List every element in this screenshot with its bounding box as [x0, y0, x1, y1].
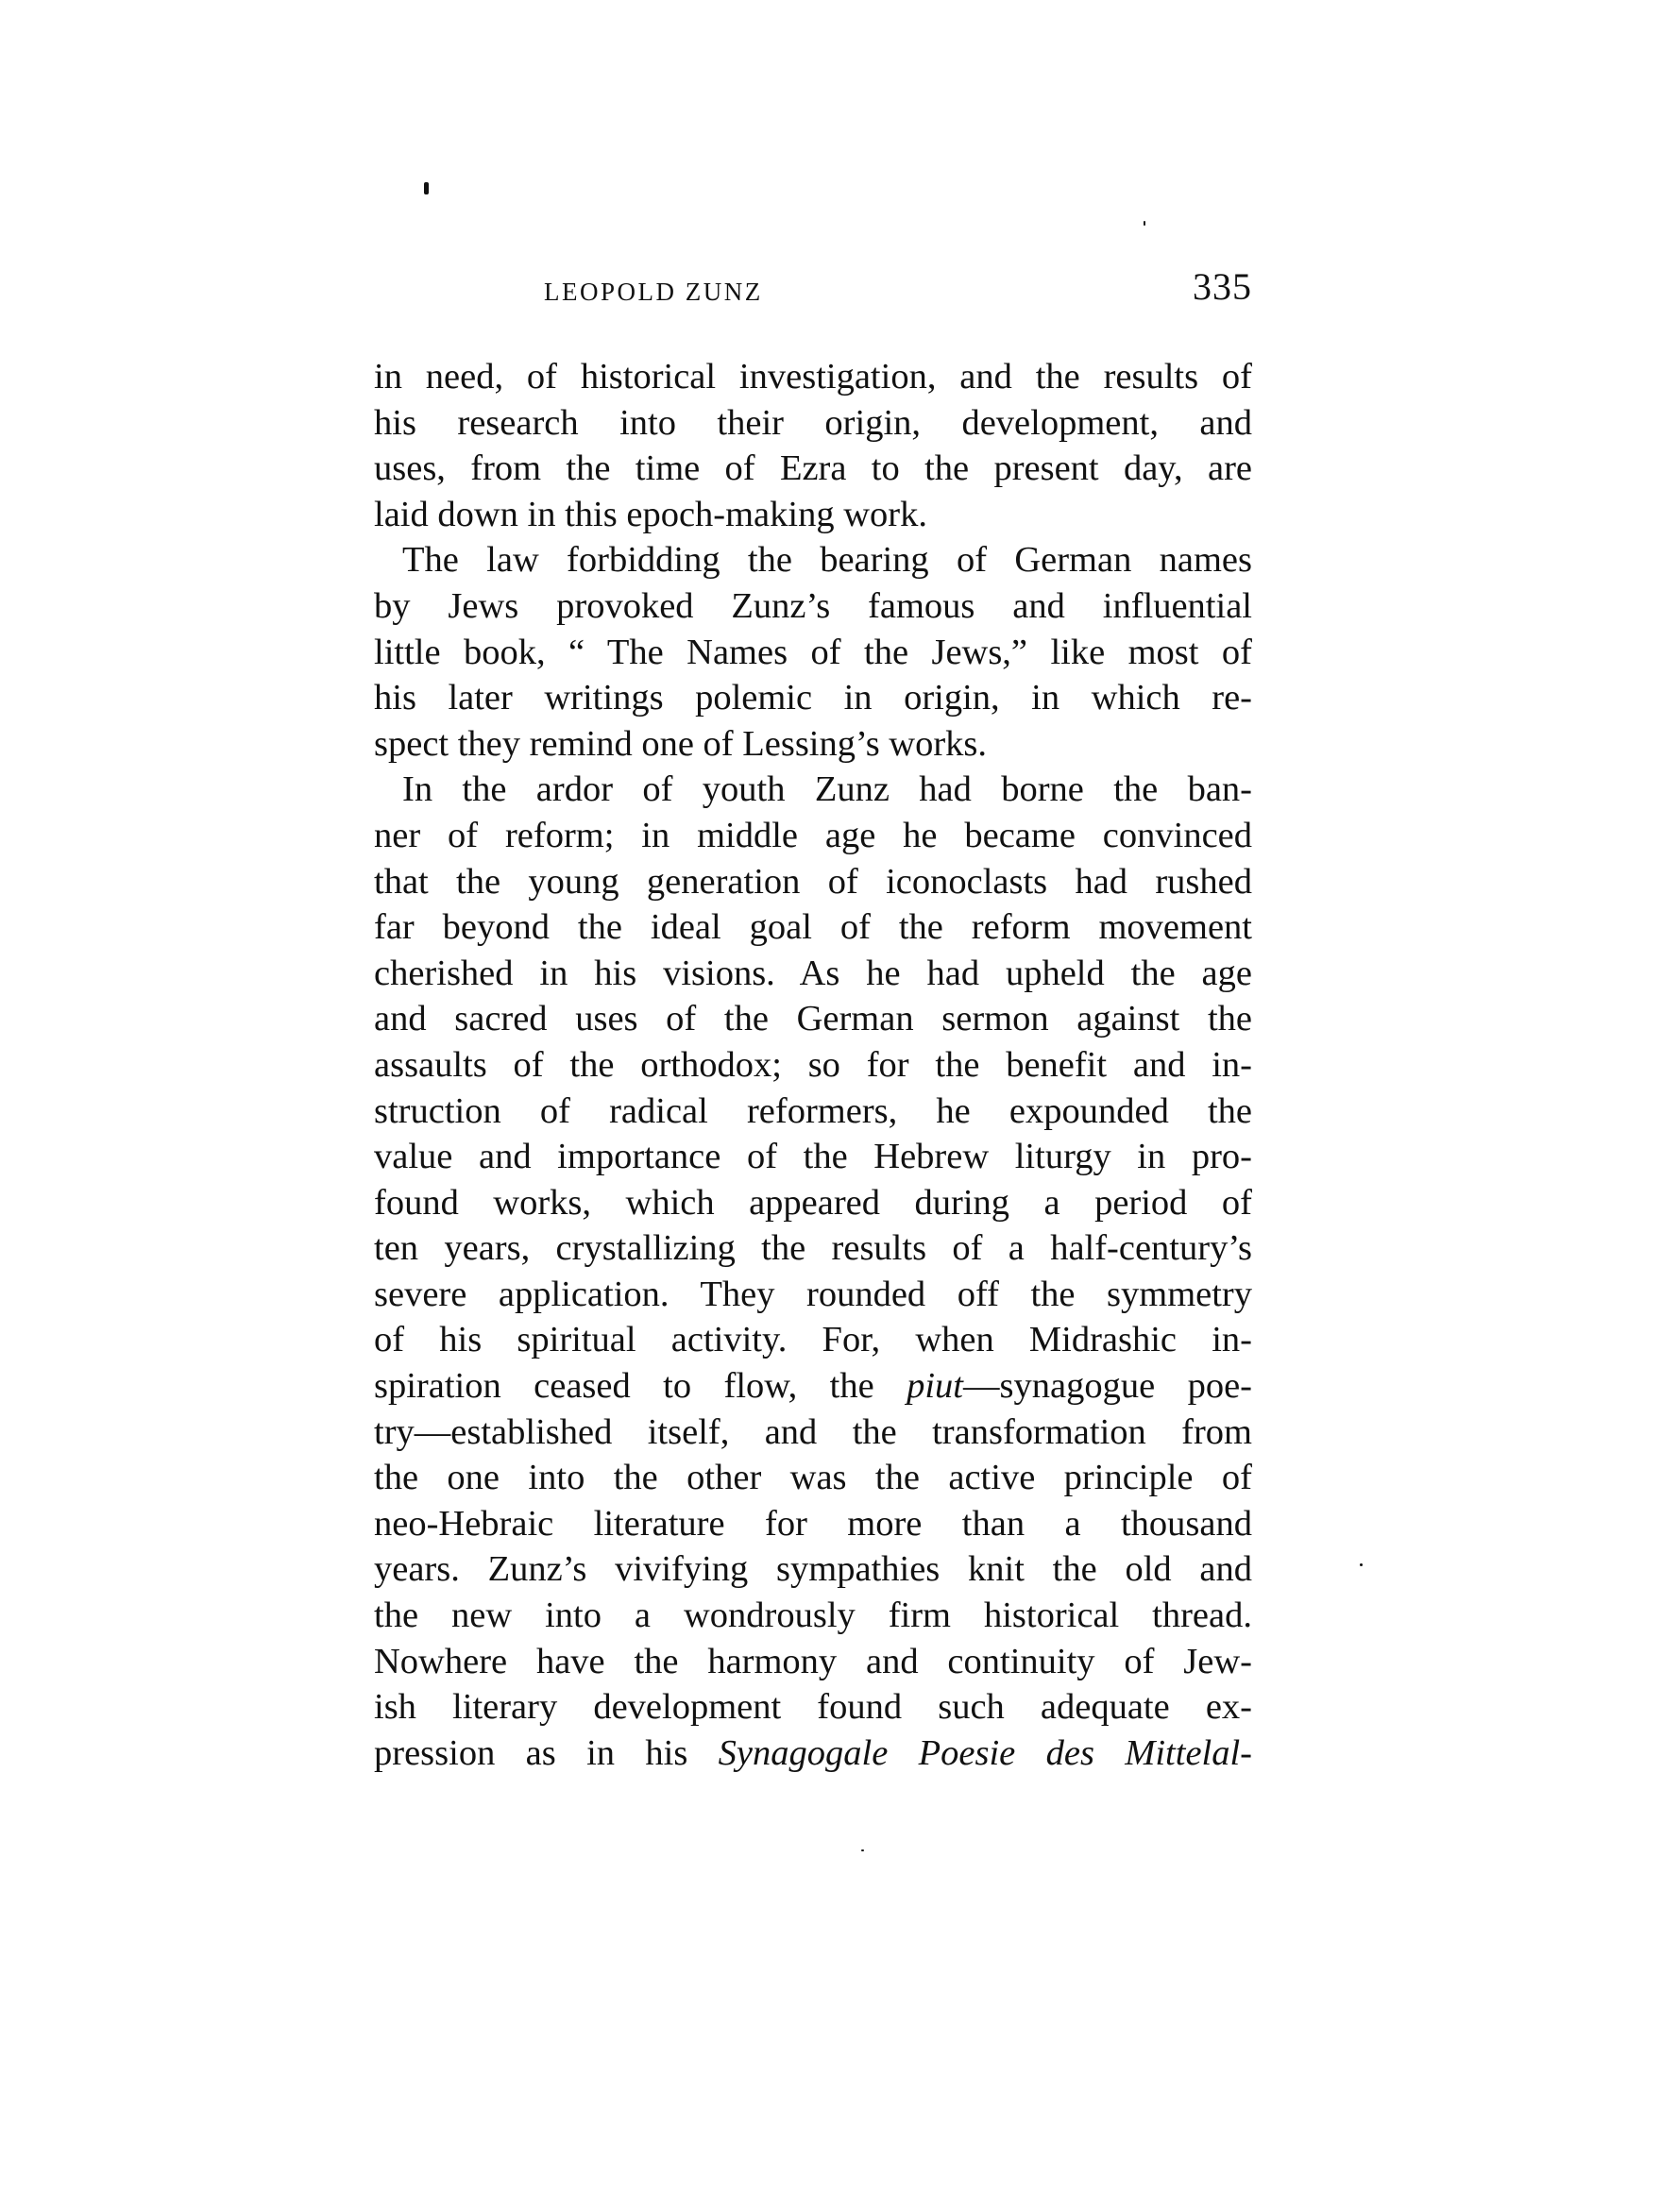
scan-speck: [1144, 221, 1145, 226]
text-line: ner of reform; in middle age he became convinced: [374, 815, 1252, 855]
italic-term: Synagogale Poesie des Mittelal-: [718, 1732, 1252, 1773]
text-line: assaults of the orthodox; so for the benefit and in-: [374, 1044, 1252, 1085]
text-line: value and importance of the Hebrew liturgy in pro-: [374, 1137, 1252, 1177]
text-line: far beyond the ideal goal of the reform movement: [374, 907, 1252, 948]
text-line: years. Zunz’s vivifying sympathies knit the old and: [374, 1549, 1252, 1590]
text-line: his later writings polemic in origin, in which re-: [374, 678, 1252, 718]
text-span: pression as in his: [374, 1732, 719, 1773]
text-line: and sacred uses of the German sermon against the: [374, 999, 1252, 1039]
text-line: by Jews provoked Zunz’s famous and influential: [374, 585, 1252, 626]
text-line: [374, 1363, 1252, 1410]
text-line: ten years, crystallizing the results of a half-century’s: [374, 1228, 1252, 1269]
text-line: his research into their origin, development, and: [374, 402, 1252, 443]
text-line: the new into a wondrously firm historical thread.: [374, 1596, 1252, 1636]
text-line: laid down in this epoch-making work.: [374, 494, 927, 534]
text-line: of his spiritual activity. For, when Midrashic in-: [374, 1320, 1252, 1360]
text-span: —synagogue poe-: [963, 1366, 1252, 1407]
text-line: The law forbidding the bearing of German names: [402, 540, 1252, 581]
text-line: the one into the other was the active principle of: [374, 1458, 1252, 1498]
running-head: [374, 265, 1252, 327]
text-line: uses, from the time of Ezra to the present day, are: [374, 448, 1252, 489]
text-span: spiration ceased to flow, the: [374, 1366, 907, 1407]
text-line: found works, which appeared during a period of: [374, 1182, 1252, 1223]
text-line: neo-Hebraic literature for more than a thousand: [374, 1503, 1252, 1544]
text-line: severe application. They rounded off the symmetry: [374, 1274, 1252, 1314]
text-line: ish literary development found such adequate ex-: [374, 1687, 1252, 1728]
page-number: 335: [1193, 265, 1252, 308]
text-line: In the ardor of youth Zunz had borne the ban-: [402, 769, 1252, 810]
text-line: spect they remind one of Lessing’s works.: [374, 723, 988, 764]
text-line: in need, of historical investigation, and the results of: [374, 357, 1252, 397]
text-line: try—established itself, and the transformation from: [374, 1411, 1252, 1452]
text-line: that the young generation of iconoclasts had rushed: [374, 861, 1252, 902]
scan-speck: [424, 182, 429, 194]
body-text: [374, 354, 1252, 1776]
text-line: Nowhere have the harmony and continuity of Jew-: [374, 1641, 1252, 1681]
italic-term: piut: [907, 1366, 963, 1407]
text-line: little book, “ The Names of the Jews,” like most of: [374, 632, 1252, 672]
text-line: struction of radical reformers, he expounded the: [374, 1090, 1252, 1131]
text-line: [374, 1731, 1252, 1777]
text-line: cherished in his visions. As he had upheld the age: [374, 953, 1252, 993]
running-title: LEOPOLD ZUNZ: [544, 278, 763, 306]
scan-speck: [861, 1849, 864, 1851]
scan-speck: [1360, 1563, 1363, 1566]
